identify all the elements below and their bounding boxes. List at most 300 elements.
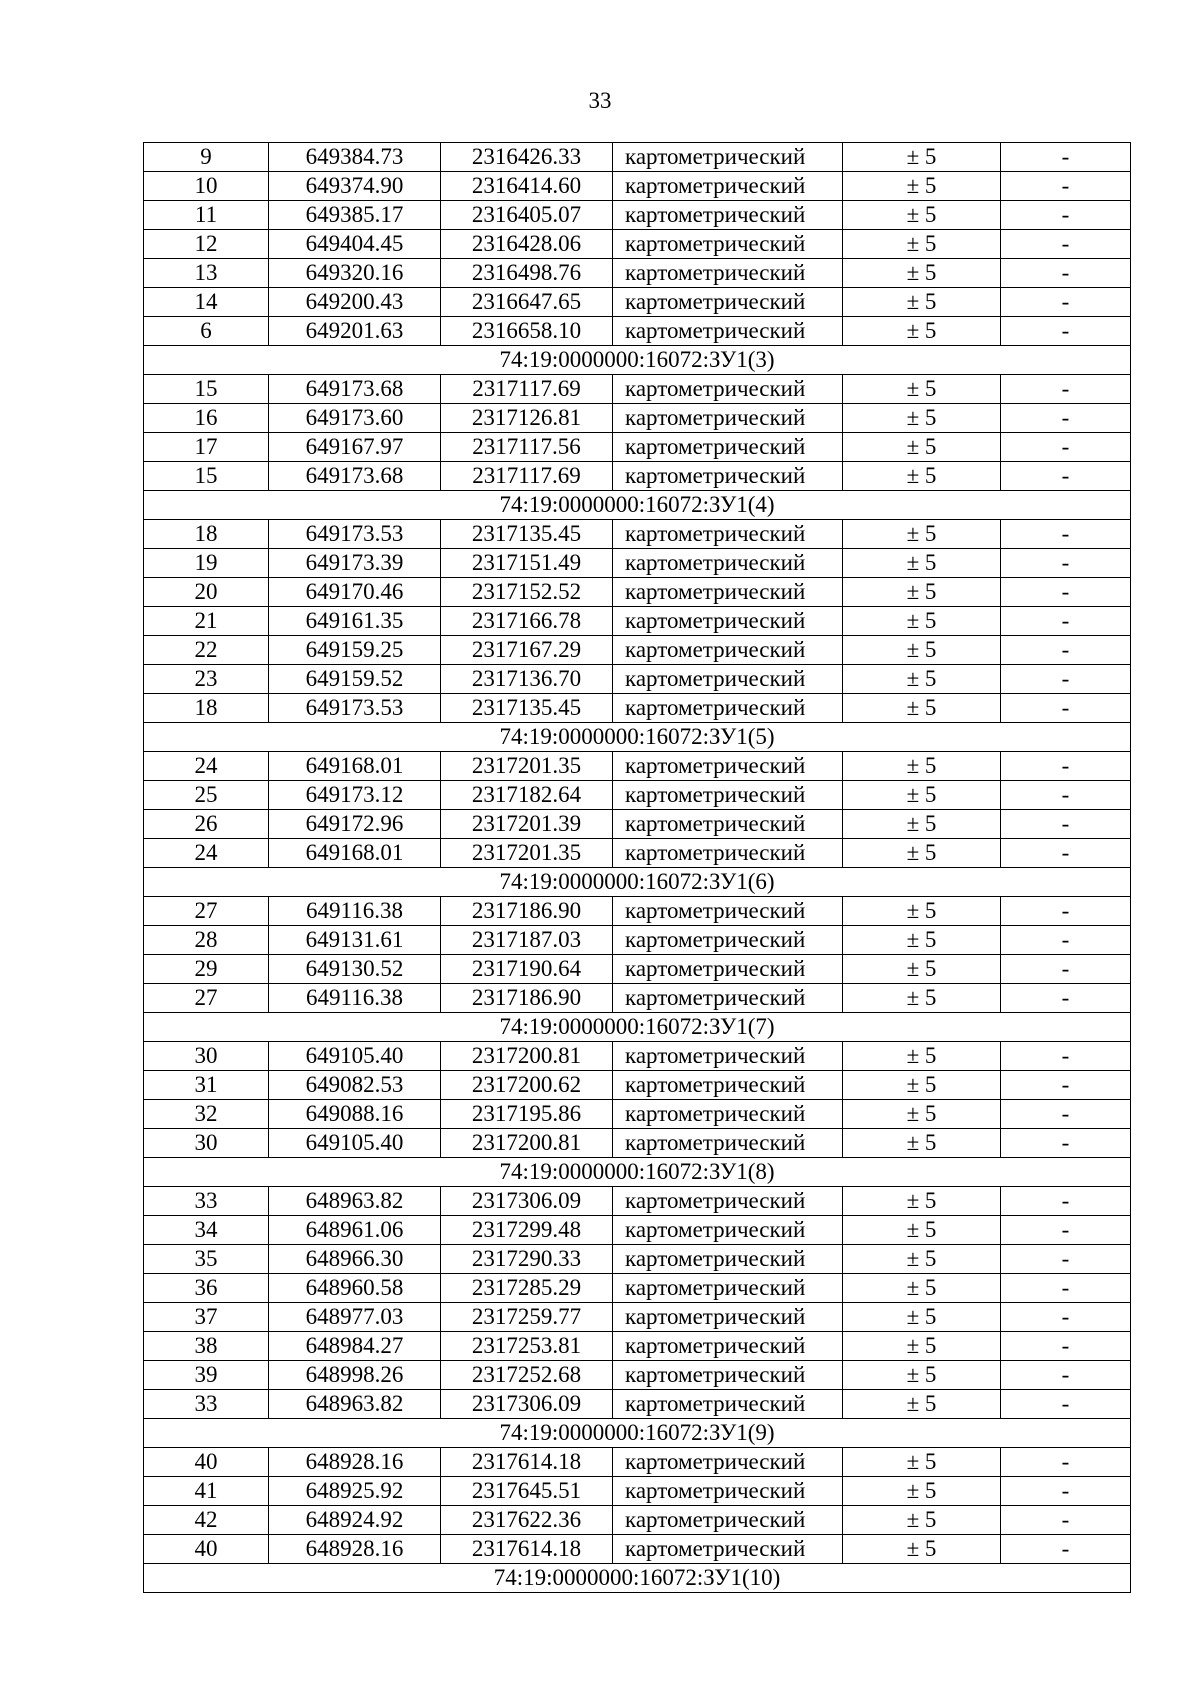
note-cell: - <box>1001 404 1131 433</box>
accuracy-cell: ± 5 <box>843 259 1001 288</box>
point-number-cell: 14 <box>144 288 269 317</box>
method-cell: картометрический <box>613 1390 843 1419</box>
coordinate-y-cell: 2317614.18 <box>441 1535 613 1564</box>
note-cell: - <box>1001 288 1131 317</box>
method-cell: картометрический <box>613 520 843 549</box>
coordinate-y-cell: 2317167.29 <box>441 636 613 665</box>
note-cell: - <box>1001 578 1131 607</box>
method-cell: картометрический <box>613 1361 843 1390</box>
method-cell: картометрический <box>613 1216 843 1245</box>
method-cell: картометрический <box>613 375 843 404</box>
coordinate-x-cell: 648963.82 <box>269 1187 441 1216</box>
note-cell: - <box>1001 984 1131 1013</box>
point-number-cell: 33 <box>144 1187 269 1216</box>
point-number-cell: 21 <box>144 607 269 636</box>
point-number-cell: 34 <box>144 1216 269 1245</box>
point-number-cell: 27 <box>144 984 269 1013</box>
point-number-cell: 13 <box>144 259 269 288</box>
note-cell: - <box>1001 172 1131 201</box>
coordinate-y-cell: 2316428.06 <box>441 230 613 259</box>
coordinate-x-cell: 649173.68 <box>269 462 441 491</box>
accuracy-cell: ± 5 <box>843 1332 1001 1361</box>
coordinate-x-cell: 649082.53 <box>269 1071 441 1100</box>
coordinate-x-cell: 649168.01 <box>269 839 441 868</box>
note-cell: - <box>1001 694 1131 723</box>
table-row <box>144 1448 1131 1477</box>
coordinate-y-cell: 2316647.65 <box>441 288 613 317</box>
method-cell: картометрический <box>613 1506 843 1535</box>
table-row <box>144 404 1131 433</box>
method-cell: картометрический <box>613 781 843 810</box>
point-number-cell: 10 <box>144 172 269 201</box>
coordinate-y-cell: 2316426.33 <box>441 143 613 172</box>
point-number-cell: 27 <box>144 897 269 926</box>
section-header-row <box>144 1564 1131 1593</box>
method-cell: картометрический <box>613 636 843 665</box>
table-row <box>144 1303 1131 1332</box>
coordinate-y-cell: 2317152.52 <box>441 578 613 607</box>
point-number-cell: 18 <box>144 694 269 723</box>
coordinate-y-cell: 2317187.03 <box>441 926 613 955</box>
accuracy-cell: ± 5 <box>843 1361 1001 1390</box>
point-number-cell: 35 <box>144 1245 269 1274</box>
accuracy-cell: ± 5 <box>843 1216 1001 1245</box>
accuracy-cell: ± 5 <box>843 694 1001 723</box>
accuracy-cell: ± 5 <box>843 897 1001 926</box>
coordinate-y-cell: 2317135.45 <box>441 694 613 723</box>
coordinate-x-cell: 649200.43 <box>269 288 441 317</box>
point-number-cell: 19 <box>144 549 269 578</box>
method-cell: картометрический <box>613 230 843 259</box>
point-number-cell: 11 <box>144 201 269 230</box>
point-number-cell: 37 <box>144 1303 269 1332</box>
method-cell: картометрический <box>613 201 843 230</box>
coordinate-y-cell: 2317306.09 <box>441 1187 613 1216</box>
coordinate-y-cell: 2317614.18 <box>441 1448 613 1477</box>
table-row <box>144 665 1131 694</box>
table-row <box>144 520 1131 549</box>
accuracy-cell: ± 5 <box>843 288 1001 317</box>
point-number-cell: 18 <box>144 520 269 549</box>
point-number-cell: 16 <box>144 404 269 433</box>
accuracy-cell: ± 5 <box>843 752 1001 781</box>
coordinate-x-cell: 649167.97 <box>269 433 441 462</box>
coordinate-y-cell: 2317200.81 <box>441 1129 613 1158</box>
note-cell: - <box>1001 230 1131 259</box>
point-number-cell: 24 <box>144 752 269 781</box>
table-row <box>144 926 1131 955</box>
table-row <box>144 897 1131 926</box>
note-cell: - <box>1001 317 1131 346</box>
accuracy-cell: ± 5 <box>843 201 1001 230</box>
table-row <box>144 317 1131 346</box>
point-number-cell: 9 <box>144 143 269 172</box>
coordinate-y-cell: 2317306.09 <box>441 1390 613 1419</box>
coordinate-y-cell: 2317201.39 <box>441 810 613 839</box>
coordinate-y-cell: 2317201.35 <box>441 752 613 781</box>
table-row <box>144 955 1131 984</box>
note-cell: - <box>1001 462 1131 491</box>
section-title: 74:19:0000000:16072:ЗУ1(3) <box>144 346 1131 375</box>
table-row <box>144 1506 1131 1535</box>
section-header-row <box>144 491 1131 520</box>
coordinate-x-cell: 649173.39 <box>269 549 441 578</box>
method-cell: картометрический <box>613 1303 843 1332</box>
method-cell: картометрический <box>613 1448 843 1477</box>
point-number-cell: 38 <box>144 1332 269 1361</box>
point-number-cell: 40 <box>144 1448 269 1477</box>
method-cell: картометрический <box>613 897 843 926</box>
method-cell: картометрический <box>613 317 843 346</box>
coordinate-y-cell: 2317186.90 <box>441 984 613 1013</box>
coordinate-x-cell: 648924.92 <box>269 1506 441 1535</box>
method-cell: картометрический <box>613 1274 843 1303</box>
coordinate-x-cell: 649159.52 <box>269 665 441 694</box>
method-cell: картометрический <box>613 1042 843 1071</box>
point-number-cell: 39 <box>144 1361 269 1390</box>
coordinate-y-cell: 2317117.69 <box>441 375 613 404</box>
point-number-cell: 41 <box>144 1477 269 1506</box>
point-number-cell: 28 <box>144 926 269 955</box>
method-cell: картометрический <box>613 433 843 462</box>
section-title: 74:19:0000000:16072:ЗУ1(4) <box>144 491 1131 520</box>
coordinate-x-cell: 649404.45 <box>269 230 441 259</box>
accuracy-cell: ± 5 <box>843 1100 1001 1129</box>
coordinate-x-cell: 649173.53 <box>269 694 441 723</box>
coordinate-x-cell: 649130.52 <box>269 955 441 984</box>
note-cell: - <box>1001 1506 1131 1535</box>
method-cell: картометрический <box>613 578 843 607</box>
accuracy-cell: ± 5 <box>843 1448 1001 1477</box>
method-cell: картометрический <box>613 1535 843 1564</box>
note-cell: - <box>1001 665 1131 694</box>
accuracy-cell: ± 5 <box>843 1187 1001 1216</box>
note-cell: - <box>1001 375 1131 404</box>
coordinate-y-cell: 2317622.36 <box>441 1506 613 1535</box>
note-cell: - <box>1001 143 1131 172</box>
table-row <box>144 172 1131 201</box>
page-number: 33 <box>588 88 612 113</box>
table-row <box>144 462 1131 491</box>
method-cell: картометрический <box>613 549 843 578</box>
coordinate-y-cell: 2317136.70 <box>441 665 613 694</box>
coordinate-y-cell: 2317285.29 <box>441 1274 613 1303</box>
table-row <box>144 288 1131 317</box>
accuracy-cell: ± 5 <box>843 375 1001 404</box>
note-cell: - <box>1001 1274 1131 1303</box>
method-cell: картометрический <box>613 462 843 491</box>
accuracy-cell: ± 5 <box>843 1390 1001 1419</box>
accuracy-cell: ± 5 <box>843 984 1001 1013</box>
note-cell: - <box>1001 1303 1131 1332</box>
coordinate-y-cell: 2316498.76 <box>441 259 613 288</box>
method-cell: картометрический <box>613 665 843 694</box>
table-row <box>144 1216 1131 1245</box>
accuracy-cell: ± 5 <box>843 810 1001 839</box>
accuracy-cell: ± 5 <box>843 1129 1001 1158</box>
accuracy-cell: ± 5 <box>843 433 1001 462</box>
section-title: 74:19:0000000:16072:ЗУ1(9) <box>144 1419 1131 1448</box>
note-cell: - <box>1001 1129 1131 1158</box>
point-number-cell: 26 <box>144 810 269 839</box>
coordinate-x-cell: 648925.92 <box>269 1477 441 1506</box>
accuracy-cell: ± 5 <box>843 230 1001 259</box>
point-number-cell: 33 <box>144 1390 269 1419</box>
accuracy-cell: ± 5 <box>843 1535 1001 1564</box>
section-header-row <box>144 1419 1131 1448</box>
coordinate-y-cell: 2317253.81 <box>441 1332 613 1361</box>
accuracy-cell: ± 5 <box>843 317 1001 346</box>
point-number-cell: 29 <box>144 955 269 984</box>
accuracy-cell: ± 5 <box>843 1071 1001 1100</box>
coordinate-x-cell: 649159.25 <box>269 636 441 665</box>
section-title: 74:19:0000000:16072:ЗУ1(8) <box>144 1158 1131 1187</box>
accuracy-cell: ± 5 <box>843 1042 1001 1071</box>
table-row <box>144 549 1131 578</box>
note-cell: - <box>1001 201 1131 230</box>
coordinate-y-cell: 2317126.81 <box>441 404 613 433</box>
accuracy-cell: ± 5 <box>843 143 1001 172</box>
table-row <box>144 636 1131 665</box>
note-cell: - <box>1001 781 1131 810</box>
accuracy-cell: ± 5 <box>843 839 1001 868</box>
table-row <box>144 1100 1131 1129</box>
coordinate-x-cell: 649172.96 <box>269 810 441 839</box>
coordinate-x-cell: 649116.38 <box>269 984 441 1013</box>
coordinate-x-cell: 649173.12 <box>269 781 441 810</box>
coordinates-table-body <box>144 143 1131 1593</box>
table-row <box>144 143 1131 172</box>
accuracy-cell: ± 5 <box>843 520 1001 549</box>
coordinate-y-cell: 2317117.69 <box>441 462 613 491</box>
coordinate-y-cell: 2317290.33 <box>441 1245 613 1274</box>
coordinate-x-cell: 649320.16 <box>269 259 441 288</box>
table-row <box>144 1071 1131 1100</box>
coordinate-x-cell: 648977.03 <box>269 1303 441 1332</box>
coordinate-y-cell: 2317166.78 <box>441 607 613 636</box>
point-number-cell: 17 <box>144 433 269 462</box>
point-number-cell: 40 <box>144 1535 269 1564</box>
point-number-cell: 31 <box>144 1071 269 1100</box>
note-cell: - <box>1001 1071 1131 1100</box>
coordinate-x-cell: 649385.17 <box>269 201 441 230</box>
accuracy-cell: ± 5 <box>843 607 1001 636</box>
table-row <box>144 230 1131 259</box>
note-cell: - <box>1001 259 1131 288</box>
accuracy-cell: ± 5 <box>843 1274 1001 1303</box>
coordinate-x-cell: 648984.27 <box>269 1332 441 1361</box>
method-cell: картометрический <box>613 288 843 317</box>
coordinate-y-cell: 2316414.60 <box>441 172 613 201</box>
note-cell: - <box>1001 433 1131 462</box>
coordinates-table <box>143 142 1131 1593</box>
point-number-cell: 30 <box>144 1042 269 1071</box>
table-row <box>144 375 1131 404</box>
table-row <box>144 1129 1131 1158</box>
coordinate-y-cell: 2317259.77 <box>441 1303 613 1332</box>
accuracy-cell: ± 5 <box>843 462 1001 491</box>
section-header-row <box>144 1158 1131 1187</box>
coordinate-y-cell: 2317201.35 <box>441 839 613 868</box>
note-cell: - <box>1001 1332 1131 1361</box>
table-row <box>144 781 1131 810</box>
table-row <box>144 694 1131 723</box>
coordinate-x-cell: 648960.58 <box>269 1274 441 1303</box>
method-cell: картометрический <box>613 1477 843 1506</box>
section-header-row <box>144 346 1131 375</box>
note-cell: - <box>1001 636 1131 665</box>
table-row <box>144 201 1131 230</box>
coordinate-x-cell: 649105.40 <box>269 1042 441 1071</box>
method-cell: картометрический <box>613 1187 843 1216</box>
point-number-cell: 36 <box>144 1274 269 1303</box>
accuracy-cell: ± 5 <box>843 1303 1001 1332</box>
coordinate-y-cell: 2317299.48 <box>441 1216 613 1245</box>
section-title: 74:19:0000000:16072:ЗУ1(6) <box>144 868 1131 897</box>
section-title: 74:19:0000000:16072:ЗУ1(10) <box>144 1564 1131 1593</box>
coordinate-y-cell: 2317182.64 <box>441 781 613 810</box>
note-cell: - <box>1001 926 1131 955</box>
method-cell: картометрический <box>613 1332 843 1361</box>
point-number-cell: 15 <box>144 375 269 404</box>
coordinate-y-cell: 2317252.68 <box>441 1361 613 1390</box>
method-cell: картометрический <box>613 752 843 781</box>
note-cell: - <box>1001 1100 1131 1129</box>
note-cell: - <box>1001 1448 1131 1477</box>
accuracy-cell: ± 5 <box>843 549 1001 578</box>
point-number-cell: 22 <box>144 636 269 665</box>
coordinate-x-cell: 648961.06 <box>269 1216 441 1245</box>
point-number-cell: 30 <box>144 1129 269 1158</box>
method-cell: картометрический <box>613 1100 843 1129</box>
method-cell: картометрический <box>613 404 843 433</box>
coordinate-y-cell: 2316405.07 <box>441 201 613 230</box>
method-cell: картометрический <box>613 1071 843 1100</box>
coordinate-x-cell: 649116.38 <box>269 897 441 926</box>
note-cell: - <box>1001 549 1131 578</box>
section-header-row <box>144 1013 1131 1042</box>
note-cell: - <box>1001 810 1131 839</box>
section-title: 74:19:0000000:16072:ЗУ1(7) <box>144 1013 1131 1042</box>
table-row <box>144 752 1131 781</box>
coordinate-x-cell: 648928.16 <box>269 1535 441 1564</box>
point-number-cell: 12 <box>144 230 269 259</box>
method-cell: картометрический <box>613 694 843 723</box>
table-row <box>144 1361 1131 1390</box>
accuracy-cell: ± 5 <box>843 665 1001 694</box>
method-cell: картометрический <box>613 984 843 1013</box>
accuracy-cell: ± 5 <box>843 578 1001 607</box>
method-cell: картометрический <box>613 839 843 868</box>
accuracy-cell: ± 5 <box>843 172 1001 201</box>
coordinate-y-cell: 2317186.90 <box>441 897 613 926</box>
point-number-cell: 6 <box>144 317 269 346</box>
table-row <box>144 810 1131 839</box>
point-number-cell: 20 <box>144 578 269 607</box>
section-title: 74:19:0000000:16072:ЗУ1(5) <box>144 723 1131 752</box>
coordinate-x-cell: 649374.90 <box>269 172 441 201</box>
note-cell: - <box>1001 752 1131 781</box>
point-number-cell: 24 <box>144 839 269 868</box>
method-cell: картометрический <box>613 259 843 288</box>
coordinate-x-cell: 648928.16 <box>269 1448 441 1477</box>
table-row <box>144 984 1131 1013</box>
table-row <box>144 259 1131 288</box>
accuracy-cell: ± 5 <box>843 1245 1001 1274</box>
coordinate-x-cell: 649173.68 <box>269 375 441 404</box>
point-number-cell: 15 <box>144 462 269 491</box>
table-row <box>144 1245 1131 1274</box>
table-row <box>144 578 1131 607</box>
table-row <box>144 1274 1131 1303</box>
section-header-row <box>144 723 1131 752</box>
coordinate-x-cell: 649161.35 <box>269 607 441 636</box>
method-cell: картометрический <box>613 143 843 172</box>
note-cell: - <box>1001 1477 1131 1506</box>
coordinate-x-cell: 648966.30 <box>269 1245 441 1274</box>
section-header-row <box>144 868 1131 897</box>
accuracy-cell: ± 5 <box>843 955 1001 984</box>
note-cell: - <box>1001 1216 1131 1245</box>
note-cell: - <box>1001 955 1131 984</box>
coordinate-x-cell: 649201.63 <box>269 317 441 346</box>
coordinate-y-cell: 2317195.86 <box>441 1100 613 1129</box>
coordinate-x-cell: 648963.82 <box>269 1390 441 1419</box>
method-cell: картометрический <box>613 1245 843 1274</box>
point-number-cell: 23 <box>144 665 269 694</box>
point-number-cell: 32 <box>144 1100 269 1129</box>
coordinate-x-cell: 649173.53 <box>269 520 441 549</box>
coordinate-y-cell: 2317645.51 <box>441 1477 613 1506</box>
coordinate-y-cell: 2316658.10 <box>441 317 613 346</box>
coordinate-x-cell: 649105.40 <box>269 1129 441 1158</box>
note-cell: - <box>1001 1390 1131 1419</box>
coordinate-y-cell: 2317135.45 <box>441 520 613 549</box>
accuracy-cell: ± 5 <box>843 404 1001 433</box>
coordinate-x-cell: 649088.16 <box>269 1100 441 1129</box>
note-cell: - <box>1001 607 1131 636</box>
note-cell: - <box>1001 897 1131 926</box>
coordinate-y-cell: 2317151.49 <box>441 549 613 578</box>
point-number-cell: 42 <box>144 1506 269 1535</box>
note-cell: - <box>1001 839 1131 868</box>
note-cell: - <box>1001 1042 1131 1071</box>
coordinate-x-cell: 649131.61 <box>269 926 441 955</box>
note-cell: - <box>1001 1535 1131 1564</box>
note-cell: - <box>1001 1245 1131 1274</box>
method-cell: картометрический <box>613 926 843 955</box>
table-row <box>144 1042 1131 1071</box>
accuracy-cell: ± 5 <box>843 781 1001 810</box>
table-row <box>144 1390 1131 1419</box>
table-row <box>144 1332 1131 1361</box>
coordinate-x-cell: 649168.01 <box>269 752 441 781</box>
coordinate-x-cell: 649170.46 <box>269 578 441 607</box>
method-cell: картометрический <box>613 955 843 984</box>
method-cell: картометрический <box>613 607 843 636</box>
method-cell: картометрический <box>613 810 843 839</box>
method-cell: картометрический <box>613 172 843 201</box>
note-cell: - <box>1001 520 1131 549</box>
accuracy-cell: ± 5 <box>843 636 1001 665</box>
table-row <box>144 1535 1131 1564</box>
coordinate-y-cell: 2317200.62 <box>441 1071 613 1100</box>
method-cell: картометрический <box>613 1129 843 1158</box>
point-number-cell: 25 <box>144 781 269 810</box>
accuracy-cell: ± 5 <box>843 1506 1001 1535</box>
accuracy-cell: ± 5 <box>843 1477 1001 1506</box>
table-row <box>144 1187 1131 1216</box>
